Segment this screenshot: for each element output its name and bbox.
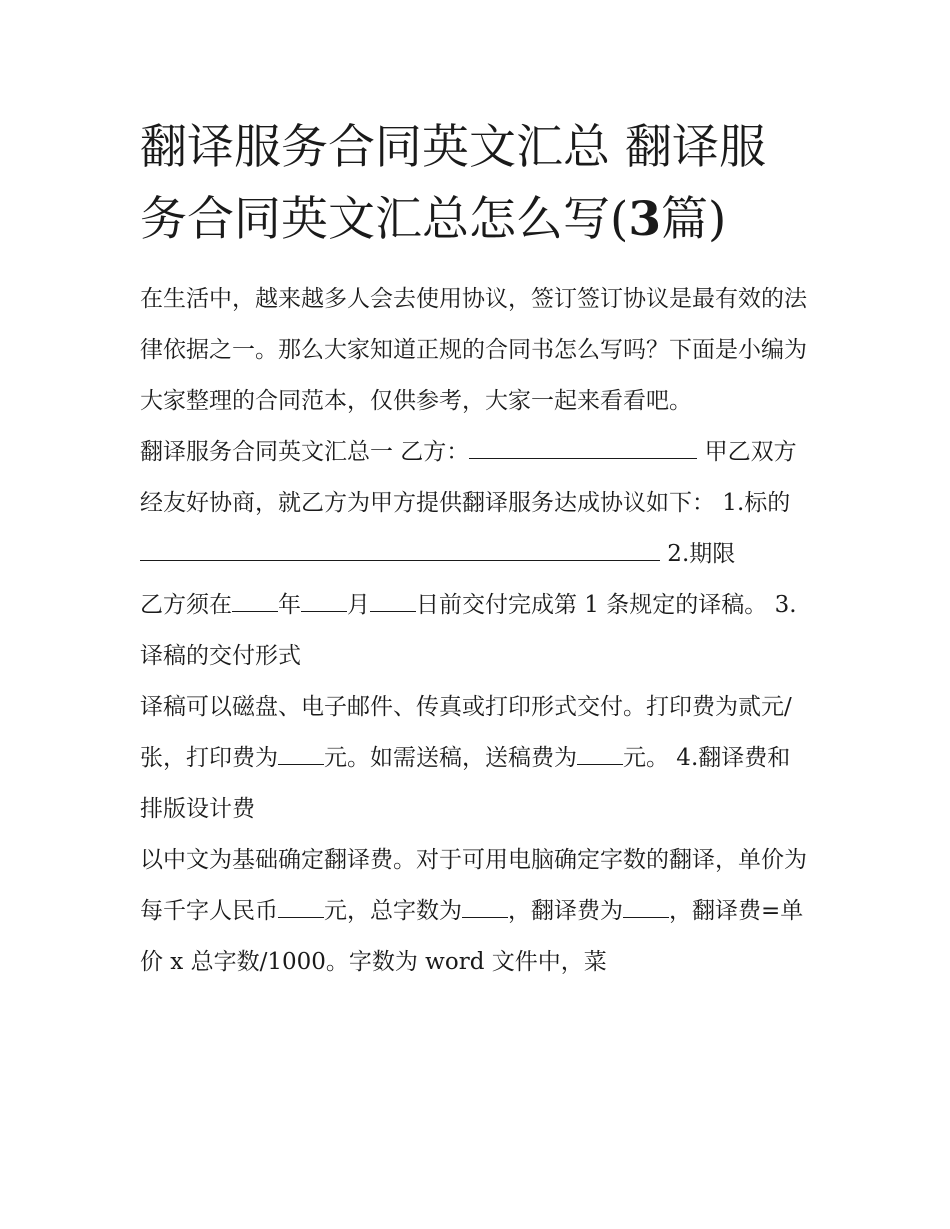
- fee-text-a: 以中文为基础确定翻译费。对于可用电脑确定字数的翻译，单价为每千字人民币: [140, 847, 807, 924]
- delivery-paragraph: [140, 682, 812, 835]
- delivery-text-a: 译稿可以磁盘、电子邮件、传真或打印形式交付。打印费为贰元/张，打印费为: [140, 694, 792, 771]
- year-blank: [232, 591, 278, 612]
- fee-text-d: ，翻译费=单价 x 总字数/1000。字数为 word 文件中，菜: [140, 898, 804, 975]
- subject-blank: [140, 540, 660, 561]
- delivery-text-b: 元。如需送稿，送稿费为: [324, 745, 577, 771]
- document-title: [140, 112, 812, 256]
- term-paragraph: [140, 580, 812, 682]
- document-page: [140, 112, 812, 988]
- term-text-d: 日前交付完成第 1 条规定的译稿。 3.译稿的交付形式: [140, 592, 797, 669]
- translation-fee-blank: [623, 897, 669, 918]
- term-text-a: 乙方须在: [140, 592, 232, 618]
- intro-paragraph: 在生活中，越来越多人会去使用协议，签订签订协议是最有效的法律依据之一。那么大家知道正规的合同书怎么写吗？下面是小编为大家整理的合同范本，仅供参考，大家一起来看看吧。: [140, 286, 807, 414]
- fee-text-c: ，翻译费为: [508, 898, 623, 924]
- title-count: 3: [628, 192, 662, 247]
- unit-price-blank: [278, 897, 324, 918]
- print-fee-blank: [278, 744, 324, 765]
- subject-paragraph: [140, 529, 812, 580]
- party-b-blank: [469, 438, 697, 459]
- term-heading: 2.期限: [660, 541, 736, 567]
- agreement-text: 甲乙双方经友好协商，就乙方为甲方提供翻译服务达成协议如下： 1.标的: [140, 439, 797, 516]
- party-b-label: 翻译服务合同英文汇总一 乙方：: [140, 439, 470, 465]
- fee-text-b: 元，总字数为: [324, 898, 462, 924]
- month-blank: [301, 591, 347, 612]
- month-label: 月: [347, 592, 370, 618]
- title-tail: 篇): [661, 192, 727, 247]
- delivery-fee-blank: [577, 744, 623, 765]
- delivery-text-c: 元。 4.翻译费和排版设计费: [140, 745, 791, 822]
- day-blank: [370, 591, 416, 612]
- title-main: 翻译服务合同英文汇总 翻译服务合同英文汇总怎么写(: [140, 120, 766, 247]
- fee-paragraph: [140, 835, 812, 988]
- word-count-blank: [462, 897, 508, 918]
- year-label: 年: [278, 592, 301, 618]
- contract-intro-paragraph: [140, 427, 812, 529]
